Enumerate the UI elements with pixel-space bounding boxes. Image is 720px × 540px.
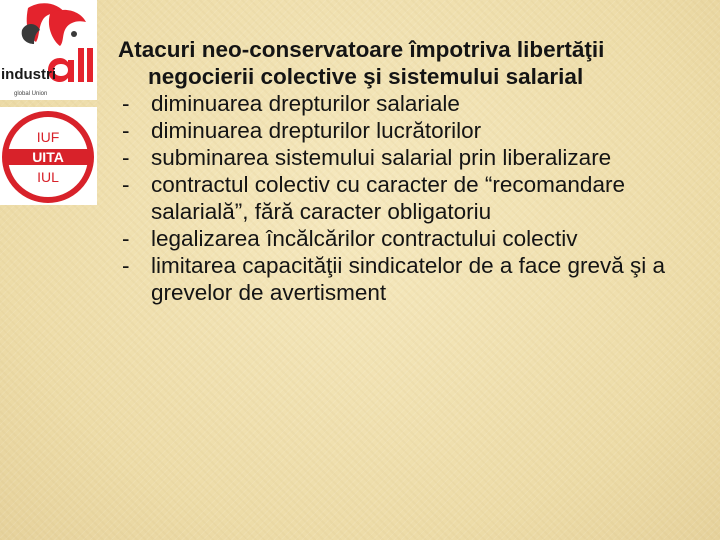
list-item <box>118 144 713 171</box>
slide-content <box>118 36 713 306</box>
list-item <box>118 252 713 306</box>
iuf-line-3: IUL <box>37 169 59 185</box>
bullet-dash: - <box>122 145 130 170</box>
bullet-dash: - <box>122 253 130 278</box>
industriall-logo-graphic <box>0 0 97 100</box>
bullet-dash: - <box>122 226 130 251</box>
list-item <box>118 90 713 117</box>
bullet-list <box>118 90 713 306</box>
bullet-dash: - <box>122 118 130 143</box>
list-item <box>118 225 713 252</box>
list-item-text: legalizarea încălcărilor contractului colectiv <box>151 226 578 251</box>
industriall-logo <box>0 0 97 100</box>
list-item-text: contractul colectiv cu caracter de “recomandare salarială”, fără caracter obligatoriu <box>151 172 625 224</box>
slide-heading: Atacuri neo-conservatoare împotriva libertăţii negocierii colective şi sistemului salarial <box>118 37 605 89</box>
industriall-word: industri <box>1 66 56 83</box>
iuf-logo-graphic <box>0 107 97 205</box>
iuf-line-2: UITA <box>32 149 64 165</box>
list-item <box>118 171 713 225</box>
industriall-subtitle: global Union <box>14 91 48 97</box>
list-item-text: limitarea capacităţii sindicatelor de a face grevă şi a grevelor de avertisment <box>151 253 666 305</box>
list-item <box>118 117 713 144</box>
list-item-text: subminarea sistemului salarial prin liberalizare <box>151 145 612 170</box>
iuf-line-1: IUF <box>36 129 60 145</box>
list-item-text: diminuarea drepturilor lucrătorilor <box>151 118 482 143</box>
bullet-dash: - <box>122 172 130 197</box>
list-item-text: diminuarea drepturilor salariale <box>151 91 460 116</box>
bullet-dash: - <box>122 91 130 116</box>
iuf-logo <box>0 107 97 205</box>
